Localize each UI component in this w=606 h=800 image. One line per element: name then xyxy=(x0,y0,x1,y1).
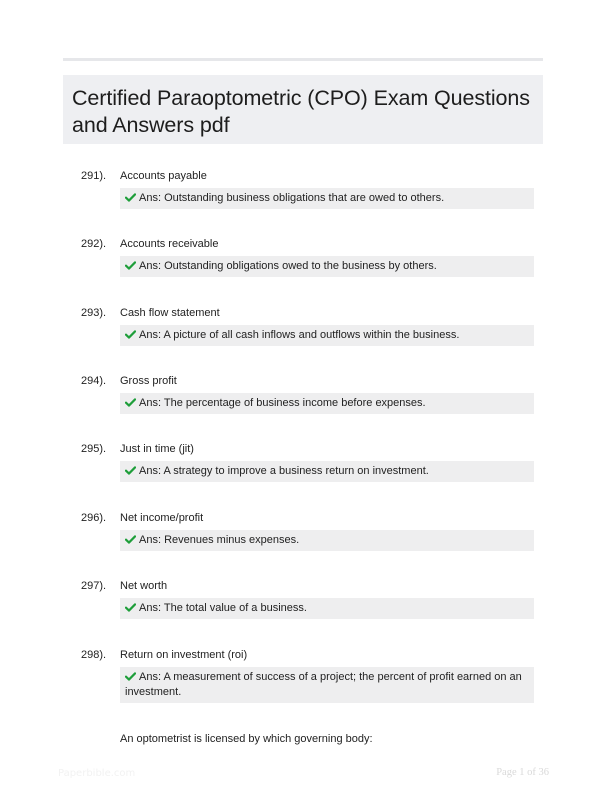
answer-box xyxy=(120,598,534,619)
answer-text: Ans: Outstanding obligations owed to the business by others. xyxy=(139,260,437,272)
question-text: Cash flow statement xyxy=(120,307,220,319)
question-text: Net income/profit xyxy=(120,512,204,524)
answer-box xyxy=(120,256,534,277)
answer-box xyxy=(120,667,534,703)
check-icon xyxy=(125,672,136,681)
question-number: 296). xyxy=(81,512,107,524)
question-number: 294). xyxy=(81,375,107,387)
check-icon xyxy=(125,603,136,612)
answer-text: Ans: A measurement of success of a project; the percent of profit earned on an investment. xyxy=(125,671,522,698)
check-icon xyxy=(125,466,136,475)
question-text: Accounts payable xyxy=(120,170,207,182)
question-text: Net worth xyxy=(120,580,168,592)
question-number: 298). xyxy=(81,649,107,661)
answer-box xyxy=(120,188,534,209)
answer-text: Ans: Outstanding business obligations that are owed to others. xyxy=(139,192,445,204)
page-indicator: Page 1 of 36 xyxy=(496,767,549,778)
question-text: Accounts receivable xyxy=(120,238,219,250)
check-icon xyxy=(125,330,136,339)
question-number: 295). xyxy=(81,443,107,455)
answer-box xyxy=(120,461,534,482)
answer-box xyxy=(120,530,534,551)
next-question-text: An optometrist is licensed by which governing body: xyxy=(120,733,373,745)
question-number: 293). xyxy=(81,307,107,319)
answer-text: Ans: Revenues minus expenses. xyxy=(139,534,300,546)
watermark-text: Paperbible.com xyxy=(58,768,136,779)
answer-text: Ans: The percentage of business income before expenses. xyxy=(139,397,426,409)
check-icon xyxy=(125,535,136,544)
check-icon xyxy=(125,261,136,270)
question-number: 291). xyxy=(81,170,107,182)
question-number: 297). xyxy=(81,580,107,592)
page-title: Certified Paraoptometric (CPO) Exam Questions and Answers pdf xyxy=(72,86,530,137)
check-icon xyxy=(125,193,136,202)
answer-text: Ans: The total value of a business. xyxy=(139,602,307,614)
answer-text: Ans: A strategy to improve a business return on investment. xyxy=(139,465,429,477)
question-text: Gross profit xyxy=(120,375,177,387)
question-number: 292). xyxy=(81,238,107,250)
answer-box xyxy=(120,393,534,414)
question-text: Return on investment (roi) xyxy=(120,649,248,661)
question-text: Just in time (jit) xyxy=(120,443,194,455)
answer-text: Ans: A picture of all cash inflows and outflows within the business. xyxy=(139,329,460,341)
check-icon xyxy=(125,398,136,407)
answer-box xyxy=(120,325,534,346)
